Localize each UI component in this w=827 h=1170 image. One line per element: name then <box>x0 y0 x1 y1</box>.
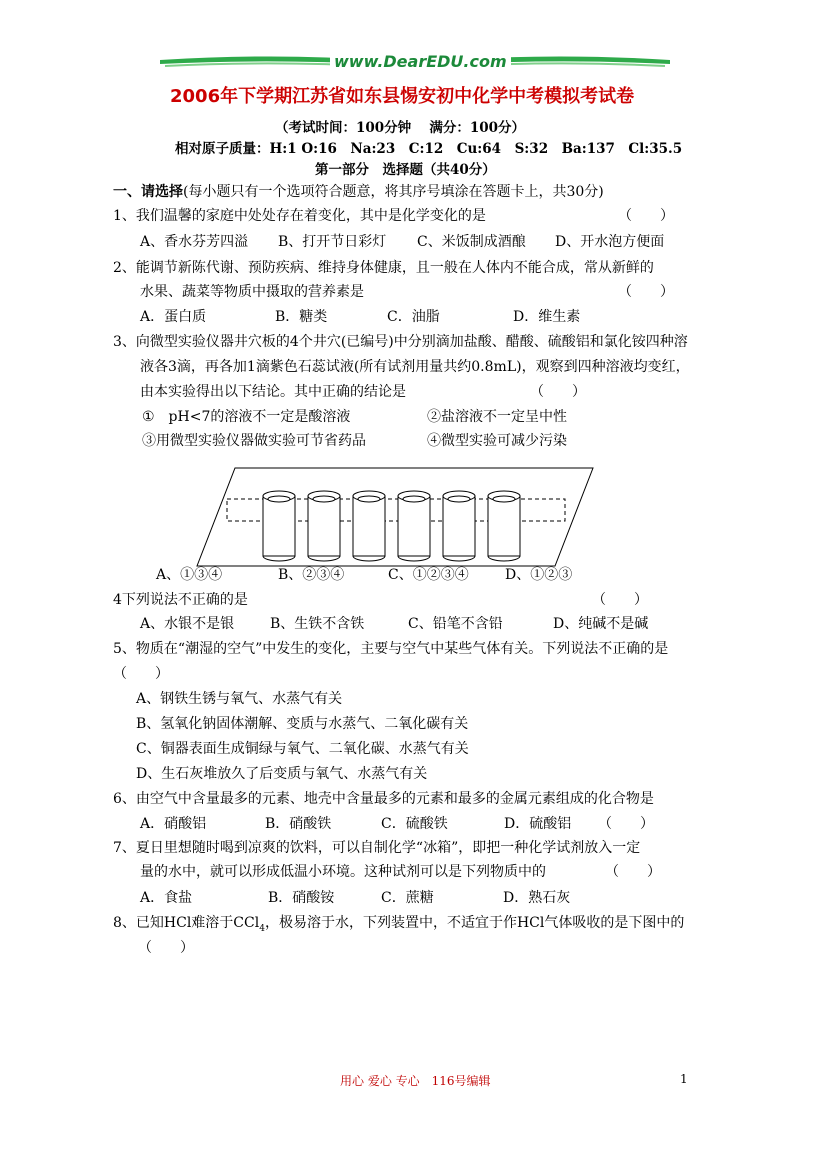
section-heading-bold: 一、请选择 <box>113 184 183 200</box>
question-8 <box>113 915 684 937</box>
option-b: B、氢氧化钠固体潮解、变质与水蒸气、二氧化碳有关 <box>136 716 469 732</box>
statement-1: ① pH<7的溶液不一定是酸溶液 <box>142 409 351 425</box>
atomic-mass-line: 相对原子质量：H:1 O:16 Na:23 C:12 Cu:64 S:32 Ba:137 Cl:35.5 <box>175 141 683 157</box>
well-3 <box>353 491 385 561</box>
option-b: B、生铁不含铁 <box>270 616 365 632</box>
option-b: B、打开节日彩灯 <box>278 234 387 250</box>
section-heading <box>113 184 604 200</box>
question-8-subscript: 4 <box>259 923 265 934</box>
option-d: D、生石灰堆放久了后变质与氧气、水蒸气有关 <box>136 766 428 782</box>
answer-paren: （ ） <box>605 864 661 880</box>
option-c: C．蔗糖 <box>381 890 434 906</box>
option-d: D、开水泡方便面 <box>555 234 665 250</box>
option-b: B．硝酸铁 <box>265 816 332 832</box>
well-4 <box>398 491 430 561</box>
question-7-line-1: 7、夏日里想随时喝到凉爽的饮料，可以自制化学“冰箱”，即把一种化学试剂放入一定 <box>113 840 641 856</box>
answer-paren: （ ） <box>598 816 654 832</box>
option-c: C．油脂 <box>387 309 440 325</box>
option-b: B、②③④ <box>278 567 345 583</box>
answer-paren: （ ） <box>113 666 169 682</box>
option-d: D．熟石灰 <box>503 890 571 906</box>
option-c: C、铅笔不含铅 <box>408 616 503 632</box>
question-6: 6、由空气中含量最多的元素、地壳中含量最多的元素和最多的金属元素组成的化合物是 <box>113 791 654 807</box>
answer-paren: （ ） <box>138 940 194 956</box>
page-title: 2006年下学期江苏省如东县惕安初中化学中考模拟考试卷 <box>170 86 635 107</box>
statement-3: ③用微型实验仪器做实验可节省药品 <box>142 433 366 449</box>
option-a: A、水银不是银 <box>140 616 235 632</box>
option-b: B．糖类 <box>275 309 328 325</box>
question-8-text-before: 8、已知HCl难溶于CCl <box>113 915 260 931</box>
well-plate-svg <box>195 462 595 572</box>
option-c: C、米饭制成酒酿 <box>417 234 526 250</box>
page-number: 1 <box>680 1072 688 1086</box>
answer-paren: （ ） <box>530 384 586 400</box>
answer-paren: （ ） <box>592 592 648 608</box>
question-5: 5、物质在“潮湿的空气”中发生的变化，主要与空气中某些气体有关。下列说法不正确的是 <box>113 641 669 657</box>
option-b: B．硝酸铵 <box>268 890 335 906</box>
well-2 <box>308 491 340 561</box>
question-2-line-1: 2、能调节新陈代谢、预防疾病、维持身体健康，且一般在人体内不能合成，常从新鲜的 <box>113 260 654 276</box>
option-a: A、香水芬芳四溢 <box>140 234 249 250</box>
option-a: A．蛋白质 <box>140 309 207 325</box>
well-6 <box>488 491 520 561</box>
answer-paren: （ ） <box>618 284 674 300</box>
well-plate-diagram <box>195 462 595 572</box>
answer-paren: （ ） <box>618 208 674 224</box>
question-7-line-2: 量的水中，就可以形成低温小环境。这种试剂可以是下列物质中的 <box>140 864 546 880</box>
option-a: A、钢铁生锈与氧气、水蒸气有关 <box>136 691 343 707</box>
well-5 <box>443 491 475 561</box>
site-url: www.DearEDU.com <box>330 52 511 71</box>
section-heading-rest: (每小题只有一个选项符合题意，将其序号填涂在答题卡上，共30分) <box>183 184 604 200</box>
option-a: A．硝酸铝 <box>140 816 207 832</box>
option-c: C、铜器表面生成铜绿与氧气、二氧化碳、水蒸气有关 <box>136 741 469 757</box>
option-d: D、①②③ <box>505 567 573 583</box>
question-4: 4下列说法不正确的是 <box>113 592 248 608</box>
option-d: D、纯碱不是碱 <box>553 616 649 632</box>
option-c: C、①②③④ <box>388 567 469 583</box>
question-3-line-3: 由本实验得出以下结论。其中正确的结论是 <box>140 384 406 400</box>
question-3-line-1: 3、向微型实验仪器井穴板的4个井穴(已编号)中分别滴加盐酸、醋酸、硫酸铝和氯化铵四种溶 <box>113 334 688 350</box>
part-heading: 第一部分 选择题（共40分） <box>315 162 496 178</box>
option-d: D．硫酸铝 <box>504 816 572 832</box>
statement-4: ④微型实验可减少污染 <box>427 433 567 449</box>
footer-slogan: 用心 爱心 专心 116号编辑 <box>340 1074 491 1088</box>
question-3-line-2: 液各3滴，再各加1滴紫色石蕊试液(所有试剂用量共约0.8mL)，观察到四种溶液均变红， <box>140 359 690 375</box>
question-2-line-2: 水果、蔬菜等物质中摄取的营养素是 <box>140 284 364 300</box>
option-d: D．维生素 <box>513 309 581 325</box>
question-8-text-after: ，极易溶于水，下列装置中，不适宜于作HCl气体吸收的是下图中的 <box>264 915 685 931</box>
option-c: C．硫酸铁 <box>381 816 448 832</box>
question-1: 1、我们温馨的家庭中处处存在着变化，其中是化学变化的是 <box>113 208 486 224</box>
option-a: A．食盐 <box>140 890 193 906</box>
exam-info: （考试时间：100分钟 满分：100分） <box>275 120 526 136</box>
well-1 <box>263 491 295 561</box>
statement-2: ②盐溶液不一定呈中性 <box>427 409 567 425</box>
option-a: A、①③④ <box>156 567 223 583</box>
